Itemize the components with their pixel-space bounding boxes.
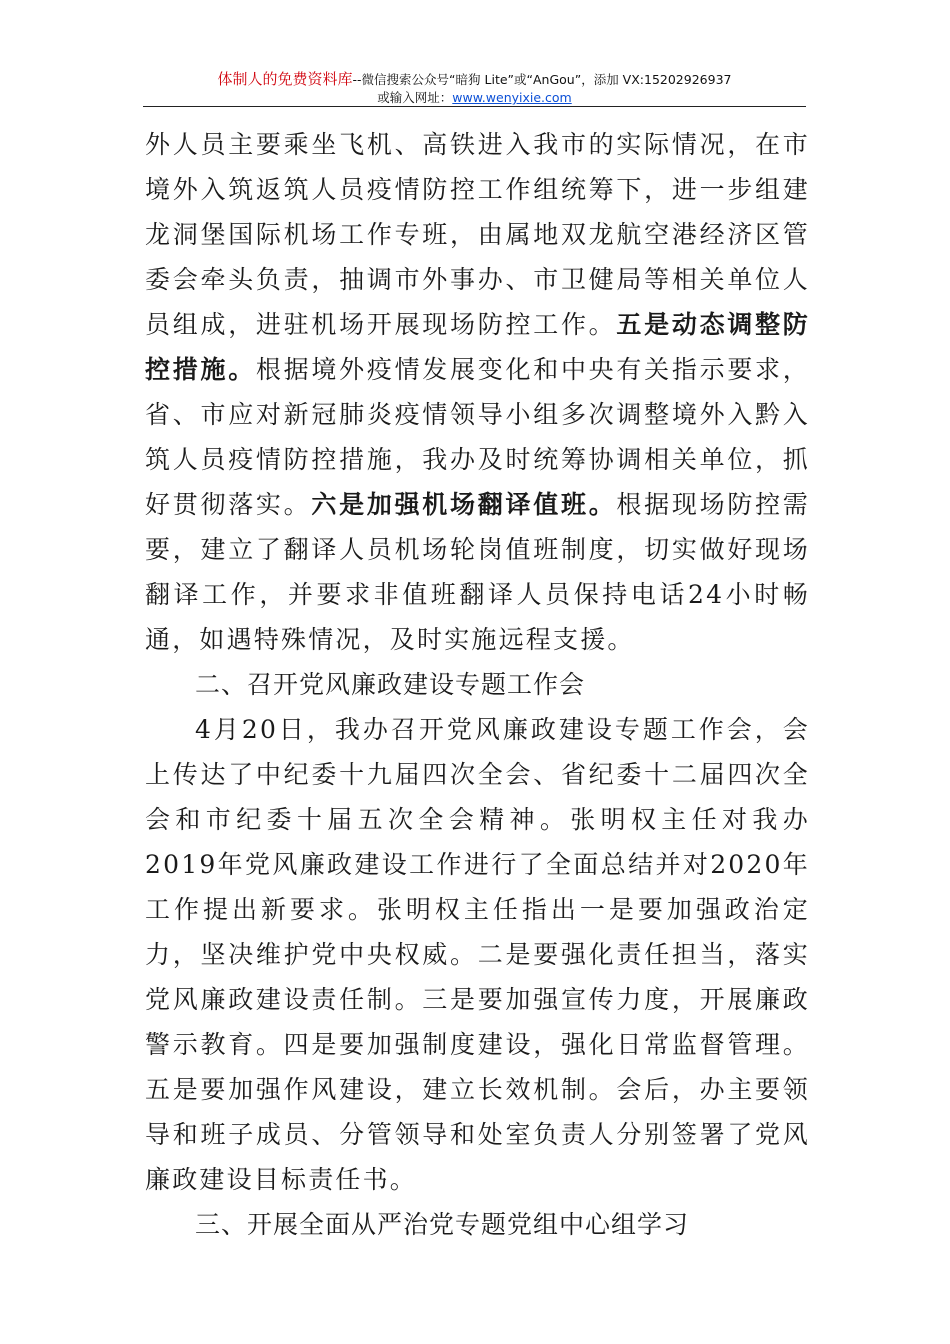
- document-body: [145, 122, 810, 1247]
- header-url-prefix: 或输入网址：: [377, 90, 453, 105]
- paragraph-text: 根据境外疫情发展变化和中央有关指示要求，省、市应对新冠肺炎疫情领导小组多次调整境外入黔入筑人员疫情防控措施，我办及时统筹协调相关单位，抓好贯彻落实。: [145, 355, 810, 519]
- paragraph-epidemic-control: [145, 122, 810, 662]
- paragraph-text: 根据现场防控需要，建立了翻译人员机场轮岗值班制度，切实做好现场翻译工作，并要求非值班翻译人员保持电话24小时畅通，如遇特殊情况，及时实施远程支援。: [145, 490, 811, 654]
- header-divider: [143, 106, 806, 107]
- bold-lead-item-six: 六是加强机场翻译值班。: [311, 490, 617, 519]
- header-line-1: [143, 70, 806, 89]
- section-heading-two: 二、召开党风廉政建设专题工作会: [195, 670, 586, 699]
- section-heading-three: 三、开展全面从严治党专题党组中心组学习: [195, 1210, 690, 1239]
- paragraph-integrity-meeting: 4月20日，我办召开党风廉政建设专题工作会，会上传达了中纪委十九届四次全会、省纪委十二届四次全会和市纪委十届五次全会精神。张明权主任对我办2019年党风廉政建设工作进行了全面总结并对2020年工作提出新要求。张明权主任指出一是要加强政治定力，坚决维护党中央权威。二是要强化责任担当，落实党风廉政建设责任制。三是要加强宣传力度，开展廉政警示教育。四是要加强制度建设，强化日常监督管理。五是要加强作风建设，建立长效机制。会后，办主要领导和班子成员、分管领导和处室负责人分别签署了党风廉政建设目标责任书。: [145, 715, 810, 1194]
- header-url-link[interactable]: www.wenyixie.com: [452, 90, 572, 105]
- header-line-2: [143, 89, 806, 107]
- page-header: [143, 70, 806, 107]
- header-tagline: --微信搜索公众号“暗狗 Lite”或“AnGou”，添加 VX:15202926937: [352, 72, 732, 87]
- header-brand: 体制人的免费资料库: [217, 70, 353, 88]
- bold-lead-item-five: 五是动态调整防控措施。: [145, 310, 811, 384]
- paragraph-text: 外人员主要乘坐飞机、高铁进入我市的实际情况，在市境外入筑返筑人员疫情防控工作组统筹下，进一步组建龙洞堡国际机场工作专班，由属地双龙航空港经济区管委会牵头负责，抽调市外事办、市卫健局等相关单位人员组成，进驻机场开展现场防控工作。: [145, 130, 810, 339]
